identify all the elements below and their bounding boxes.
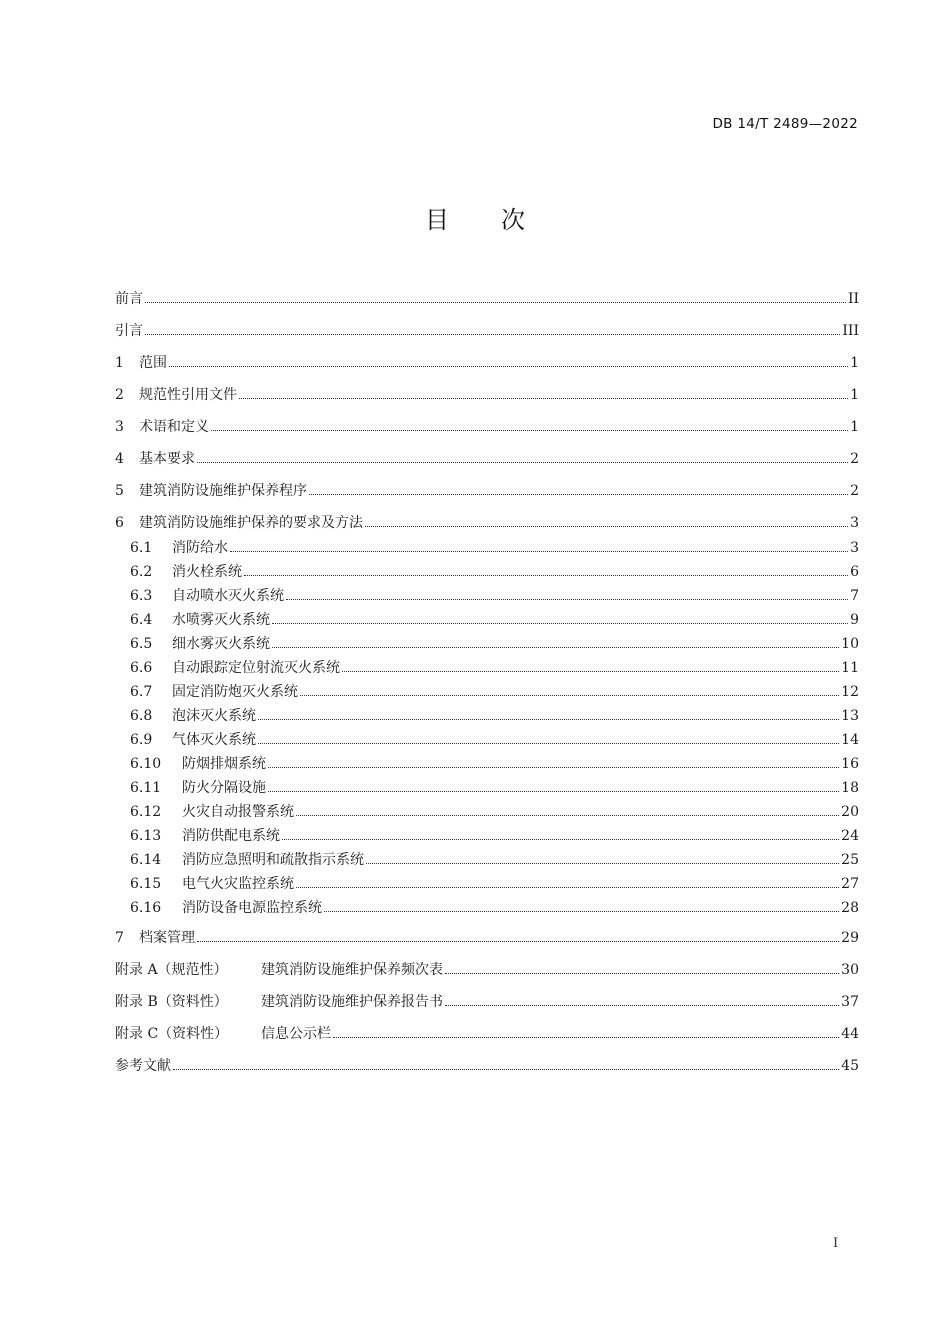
toc-label: 自动跟踪定位射流灭火系统 [172, 660, 340, 676]
toc-label: 自动喷水灭火系统 [172, 588, 284, 604]
toc-page: 27 [841, 876, 859, 892]
leader-dots [445, 973, 839, 974]
leader-dots [272, 647, 839, 648]
leader-dots [145, 334, 840, 335]
toc-page: 9 [850, 612, 859, 628]
toc-label: 建筑消防设施维护保养的要求及方法 [139, 515, 363, 531]
toc-label: 参考文献 [115, 1058, 171, 1074]
title-char-1: 目 [425, 206, 449, 234]
toc-entry-foreword[interactable] [115, 290, 859, 308]
toc-number: 6.13 [130, 828, 162, 844]
toc-page: 7 [850, 588, 859, 604]
toc-number: 6.8 [130, 708, 153, 724]
toc-page: 37 [841, 994, 859, 1010]
toc-number: 4 [115, 451, 124, 467]
toc-page: 6 [850, 564, 859, 580]
toc-label: 电气火灾监控系统 [182, 876, 294, 892]
toc-entry-1[interactable] [115, 354, 859, 372]
toc-page: 3 [850, 515, 859, 531]
toc-label: 水喷雾灭火系统 [172, 612, 270, 628]
toc-entry-6-6[interactable] [130, 659, 859, 677]
leader-dots [145, 302, 846, 303]
toc-number: 6.3 [130, 588, 153, 604]
toc-page: 2 [850, 483, 859, 499]
toc-number: 附录 C（资料性） [115, 1026, 229, 1042]
toc-number: 6.5 [130, 636, 153, 652]
toc-entry-6-10[interactable] [130, 755, 859, 773]
toc-number: 2 [115, 387, 124, 403]
toc-number: 6.14 [130, 852, 162, 868]
leader-dots [366, 863, 839, 864]
leader-dots [365, 526, 848, 527]
toc-entry-6[interactable] [115, 514, 859, 532]
toc-entry-6-14[interactable] [130, 851, 859, 869]
toc-page: 29 [841, 930, 859, 946]
toc-page: 25 [841, 852, 859, 868]
page-number: I [833, 1236, 839, 1251]
toc-label: 消火栓系统 [172, 564, 242, 580]
leader-dots [282, 839, 839, 840]
toc-entry-bibliography[interactable] [115, 1057, 859, 1075]
toc-number: 6.6 [130, 660, 153, 676]
toc-entry-6-5[interactable] [130, 635, 859, 653]
leader-dots [244, 575, 848, 576]
toc-number: 附录 B（资料性） [115, 994, 228, 1010]
toc-number: 6.1 [130, 540, 153, 556]
toc-page: III [842, 323, 859, 339]
toc-number: 6.7 [130, 684, 153, 700]
leader-dots [230, 551, 848, 552]
toc-label: 建筑消防设施维护保养频次表 [261, 962, 443, 978]
toc-label: 火灾自动报警系统 [182, 804, 294, 820]
page-title [0, 200, 950, 235]
toc-label: 消防给水 [172, 540, 228, 556]
toc-page: 1 [850, 387, 859, 403]
toc-entry-3[interactable] [115, 418, 859, 436]
toc-entry-6-15[interactable] [130, 875, 859, 893]
leader-dots [333, 1037, 839, 1038]
leader-dots [296, 815, 839, 816]
toc-entry-6-3[interactable] [130, 587, 859, 605]
standard-code: DB 14/T 2489—2022 [712, 116, 858, 132]
leader-dots [211, 430, 848, 431]
toc-entry-introduction[interactable] [115, 322, 859, 340]
toc-label: 消防供配电系统 [182, 828, 280, 844]
toc-page: 1 [850, 419, 859, 435]
toc-page: 12 [841, 684, 859, 700]
toc-page: 24 [841, 828, 859, 844]
toc-label: 基本要求 [139, 451, 195, 467]
toc-label: 防烟排烟系统 [182, 756, 266, 772]
leader-dots [342, 671, 839, 672]
toc-entry-2[interactable] [115, 386, 859, 404]
toc-page: 3 [850, 540, 859, 556]
toc-entry-appendix-a[interactable] [115, 961, 859, 979]
toc-label: 建筑消防设施维护保养程序 [139, 483, 307, 499]
leader-dots [197, 941, 839, 942]
leader-dots [169, 366, 848, 367]
toc-label: 气体灭火系统 [172, 732, 256, 748]
toc-number: 6.4 [130, 612, 153, 628]
toc-entry-6-7[interactable] [130, 683, 859, 701]
toc-number: 6.10 [130, 756, 162, 772]
toc-label: 建筑消防设施维护保养报告书 [261, 994, 443, 1010]
toc-label: 规范性引用文件 [139, 387, 237, 403]
toc-entry-6-4[interactable] [130, 611, 859, 629]
toc-number: 6.15 [130, 876, 162, 892]
leader-dots [296, 887, 839, 888]
toc-number: 5 [115, 483, 124, 499]
toc-page: 30 [841, 962, 859, 978]
toc-page: 28 [841, 900, 859, 916]
toc-label: 泡沫灭火系统 [172, 708, 256, 724]
leader-dots [239, 398, 848, 399]
leader-dots [300, 695, 839, 696]
leader-dots [268, 767, 839, 768]
toc-number: 6.9 [130, 732, 153, 748]
toc-entry-6-1[interactable] [130, 539, 859, 557]
toc-page: 10 [841, 636, 859, 652]
toc-page: 11 [841, 660, 859, 676]
toc-entry-6-16[interactable] [130, 899, 859, 917]
leader-dots [197, 462, 848, 463]
toc-number: 6 [115, 515, 124, 531]
leader-dots [445, 1005, 839, 1006]
toc-page: 18 [841, 780, 859, 796]
toc-entry-7[interactable] [115, 929, 859, 947]
leader-dots [272, 623, 848, 624]
toc-label: 术语和定义 [139, 419, 209, 435]
toc-number: 6.2 [130, 564, 153, 580]
toc-label: 档案管理 [139, 930, 195, 946]
toc-number: 1 [115, 355, 124, 371]
toc-number: 附录 A（规范性） [115, 962, 228, 978]
leader-dots [258, 719, 839, 720]
toc-page: 14 [841, 732, 859, 748]
leader-dots [309, 494, 848, 495]
title-char-2: 次 [501, 206, 525, 234]
toc-page: 20 [841, 804, 859, 820]
toc-page: 1 [850, 355, 859, 371]
toc-number: 3 [115, 419, 124, 435]
toc-label: 消防应急照明和疏散指示系统 [182, 852, 364, 868]
toc-label: 固定消防炮灭火系统 [172, 684, 298, 700]
toc-label: 细水雾灭火系统 [172, 636, 270, 652]
toc-label: 信息公示栏 [261, 1026, 331, 1042]
toc-entry-6-13[interactable] [130, 827, 859, 845]
toc-entry-appendix-c[interactable] [115, 1025, 859, 1043]
leader-dots [268, 791, 839, 792]
toc-entry-6-11[interactable] [130, 779, 859, 797]
toc-entry-6-2[interactable] [130, 563, 859, 581]
toc-number: 6.11 [130, 780, 162, 796]
toc-label: 前言 [115, 291, 143, 307]
toc-entry-6-9[interactable] [130, 731, 859, 749]
toc-entry-5[interactable] [115, 482, 859, 500]
toc-entry-6-12[interactable] [130, 803, 859, 821]
toc-label: 范围 [139, 355, 167, 371]
toc-page: 45 [841, 1058, 859, 1074]
toc-number: 7 [115, 930, 124, 946]
toc-page: 2 [850, 451, 859, 467]
leader-dots [258, 743, 839, 744]
toc-label: 引言 [115, 323, 143, 339]
toc-label: 消防设备电源监控系统 [182, 900, 322, 916]
toc-entry-4[interactable] [115, 450, 859, 468]
toc-page: 13 [841, 708, 859, 724]
leader-dots [173, 1069, 839, 1070]
toc-page: 44 [841, 1026, 859, 1042]
toc-label: 防火分隔设施 [182, 780, 266, 796]
toc-entry-appendix-b[interactable] [115, 993, 859, 1011]
leader-dots [324, 911, 839, 912]
toc-page: II [847, 291, 859, 307]
leader-dots [286, 599, 848, 600]
toc-page: 16 [841, 756, 859, 772]
toc-entry-6-8[interactable] [130, 707, 859, 725]
toc-number: 6.12 [130, 804, 162, 820]
toc-number: 6.16 [130, 900, 162, 916]
